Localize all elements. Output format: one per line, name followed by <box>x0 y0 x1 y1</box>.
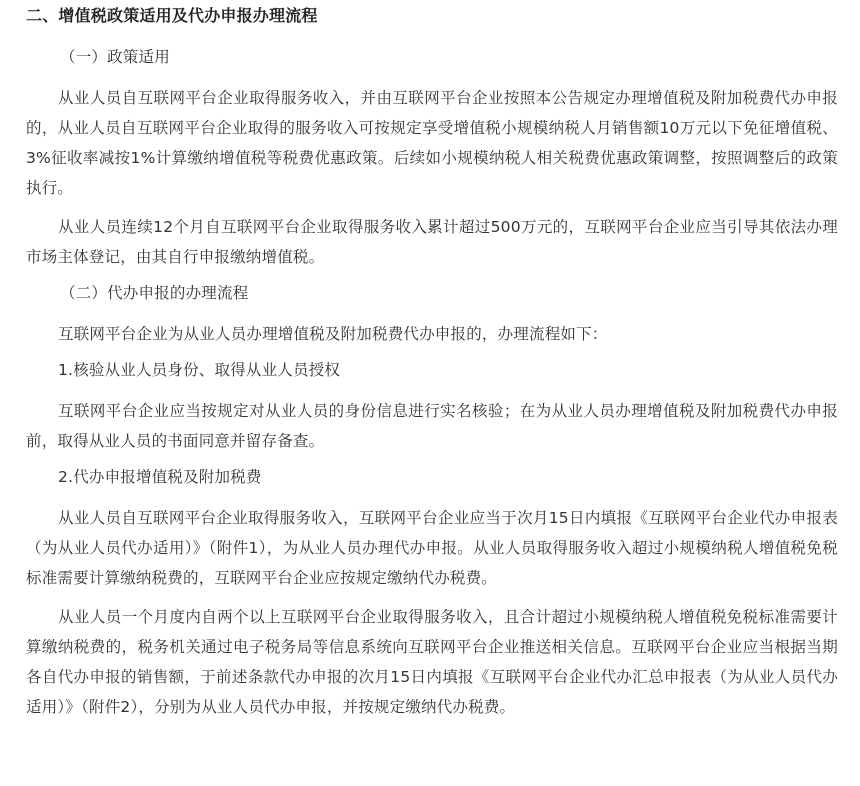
step-2-title: 2.代办申报增值税及附加税费 <box>58 468 262 486</box>
step-2-paragraph-1: 从业人员自互联网平台企业取得服务收入，互联网平台企业应当于次月15日内填报《互联网平台企业代办申报表（为从业人员代办适用）》（附件1），为从业人员办理代办申报。从业人员取得服务收入超过小规模纳税人增值税免税标准需要计算缴纳税费的，互联网平台企业应按规定缴纳代办税费。 <box>26 509 838 587</box>
process-intro: 互联网平台企业为从业人员办理增值税及附加税费代办申报的，办理流程如下： <box>58 325 608 343</box>
step-1-title: 1.核验从业人员身份、取得从业人员授权 <box>58 361 341 379</box>
policy-paragraph-1: 从业人员自互联网平台企业取得服务收入，并由互联网平台企业按照本公告规定办理增值税及附加税费代办申报的，从业人员自互联网平台企业取得的服务收入可按规定享受增值税小规模纳税人月销售额10万元以下免征增值税、3%征收率减按1%计算缴纳增值税等税费优惠政策。后续如小规模纳税人相关税费优惠政策调整，按照调整后的政策执行。 <box>26 89 838 197</box>
policy-paragraph-2: 从业人员连续12个月自互联网平台企业取得服务收入累计超过500万元的，互联网平台企业应当引导其依法办理市场主体登记，由其自行申报缴纳增值税。 <box>26 218 838 266</box>
step-2-paragraph-2: 从业人员一个月度内自两个以上互联网平台企业取得服务收入，且合计超过小规模纳税人增值税免税标准需要计算缴纳税费的，税务机关通过电子税务局等信息系统向互联网平台企业推送相关信息。互联网平台企业应当根据当期各自代办申报的销售额，于前述条款代办申报的次月15日内填报《互联网平台企业代办汇总申报表（为从业人员代办适用）》（附件2），分别为从业人员代办申报，并按规定缴纳代办税费。 <box>26 608 838 716</box>
step-1-paragraph: 互联网平台企业应当按规定对从业人员的身份信息进行实名核验；在为从业人员办理增值税及附加税费代办申报前，取得从业人员的书面同意并留存备查。 <box>26 402 838 450</box>
section-heading: 二、增值税政策适用及代办申报办理流程 <box>26 6 318 25</box>
subsection-1-title: （一）政策适用 <box>60 48 170 66</box>
subsection-2-title: （二）代办申报的办理流程 <box>60 284 249 302</box>
